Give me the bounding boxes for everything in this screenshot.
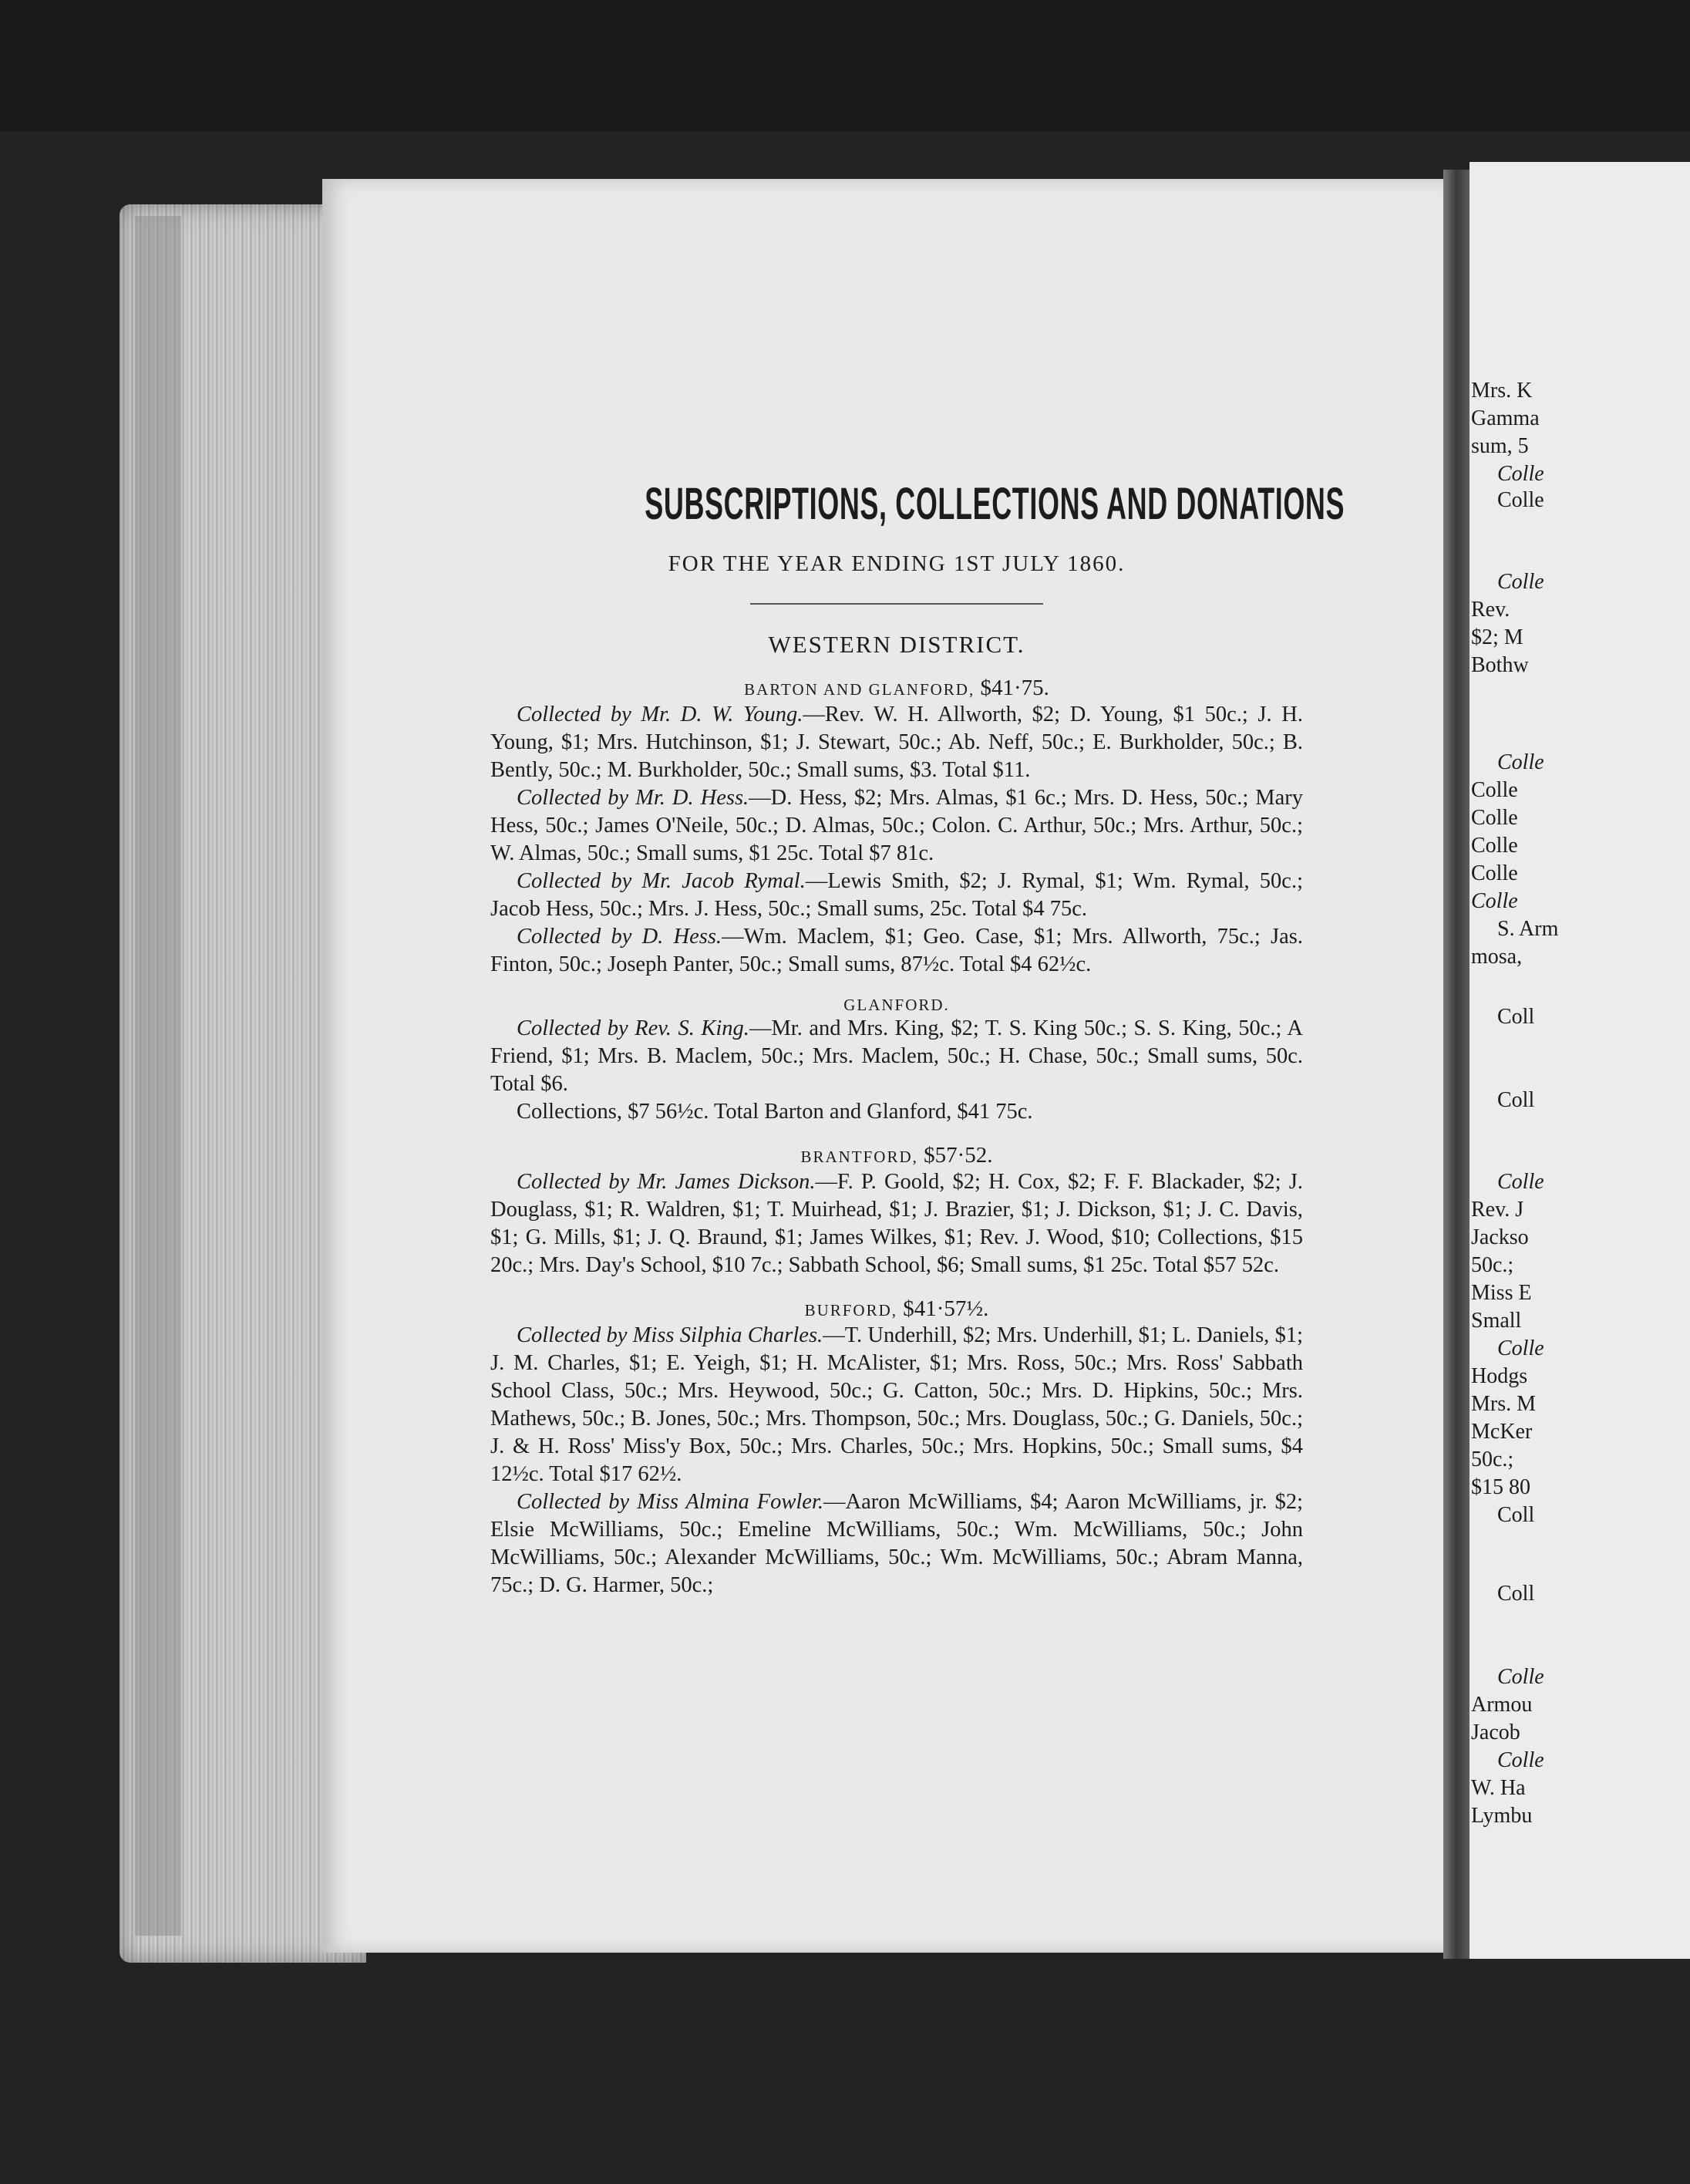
right-page-text-fragment: Lymbu (1471, 1804, 1533, 1828)
collector-name: Collected by D. Hess. (517, 925, 722, 949)
entry-text: —F. P. Goold, $2; H. Cox, $2; F. F. Blackader, $2; J. Douglass, $1; R. Waldren, $1; T. Muirhead, $1; J. Brazier, $1; J. Dickson, $1; J. C. Davis, $1; G. Mills, $1; J. Q. Braund, $1; James Wilkes, $1; Rev. J. Wood, $10; Collections, $15 20c.; Mrs. Day's School, $10 7c.; Sabbath School, $6; Small sums, $1 25c. Total $57 52c. (490, 1170, 1303, 1277)
collection-entry (490, 1322, 1303, 1488)
right-page-text-fragment: Hodgs (1471, 1364, 1528, 1388)
right-page-text-fragment: Jackso (1471, 1225, 1529, 1249)
entry-text: —T. Underhill, $2; Mrs. Underhill, $1; L. Daniels, $1; J. M. Charles, $1; E. Yeigh, $1; H. McAlister, $1; Mrs. Ross, 50c.; Mrs. Ross' Sabbath School Class, 50c.; Mrs. Heywood, 50c.; G. Catton, 50c.; Mrs. D. Hipkins, 50c.; Mrs. Mathews, 50c.; B. Jones, 50c.; Mrs. Thompson, 50c.; Mrs. Douglass, 50c.; G. Daniels, 50c.; J. & H. Ross' Miss'y Box, 50c.; Mrs. Charles, 50c.; Mrs. Hopkins, 50c.; Small sums, $4 12½c. Total $17 62½. (490, 1323, 1303, 1486)
section-name: BARTON AND GLANFORD, (744, 680, 975, 699)
right-page (1469, 162, 1690, 1959)
right-page-text-fragment: Colle (1471, 861, 1518, 885)
right-page-text-fragment: Coll (1497, 1582, 1535, 1606)
right-page-text-fragment: Small (1471, 1309, 1522, 1333)
right-page-text-fragment: Bothw (1471, 653, 1529, 677)
section-heading (490, 996, 1303, 1015)
collection-entry (490, 923, 1303, 979)
section-amount: $57·52. (917, 1143, 993, 1168)
divider-rule (750, 603, 1043, 605)
right-page-text-fragment: Rev. J (1471, 1198, 1524, 1222)
collector-name: Collected by Mr. D. W. Young. (517, 703, 803, 726)
right-page-text-fragment: Colle (1497, 1170, 1544, 1194)
right-page-text-fragment: Colle (1497, 488, 1544, 512)
entry-text: —Rev. W. H. Allworth, $2; D. Young, $1 50c.; J. H. Young, $1; Mrs. Hutchinson, $1; J. Stewart, 50c.; Ab. Neff, 50c.; E. Burkholder, 50c.; B. Bently, 50c.; M. Burkholder, 50c.; Small sums, $3. Total $11. (490, 703, 1303, 782)
entry-text: —D. Hess, $2; Mrs. Almas, $1 6c.; Mrs. D. Hess, 50c.; Mary Hess, 50c.; James O'Neile, 50c.; D. Almas, 50c.; Colon. C. Arthur, 50c.; Mrs. Arthur, 50c.; W. Almas, 50c.; Small sums, $1 25c. Total $7 81c. (490, 786, 1303, 865)
right-page-text-fragment: Jacob (1471, 1721, 1520, 1744)
district-heading: WESTERN DISTRICT. (768, 631, 1025, 658)
book-gutter (1443, 170, 1469, 1959)
section-total: Collections, $7 56½c. Total Barton and Glanford, $41 75c. (517, 1100, 1033, 1124)
right-page-text-fragment: Mrs. M (1471, 1392, 1537, 1416)
collection-entry (490, 1488, 1303, 1599)
section-amount: $41·57½. (897, 1296, 989, 1321)
right-page-text-fragment: McKer (1471, 1420, 1533, 1444)
collector-name: Collected by Mr. Jacob Rymal. (517, 869, 806, 893)
right-page-text-fragment: Colle (1497, 462, 1544, 486)
sections-list (490, 676, 1303, 1599)
collection-entry (490, 868, 1303, 923)
entry-text: —Mr. and Mrs. King, $2; T. S. King 50c.; S. S. King, 50c.; A Friend, $1; Mrs. B. Maclem, 50c.; Mrs. Maclem, 50c.; H. Chase, 50c.; Small sums, 50c. Total $6. (490, 1016, 1303, 1096)
right-page-text-fragment: Coll (1497, 1503, 1535, 1527)
right-page-text-fragment: sum, 5 (1471, 434, 1529, 458)
right-page-text-fragment: Colle (1497, 1336, 1544, 1360)
section-name: GLANFORD. (843, 996, 950, 1014)
right-page-text-fragment: Colle (1471, 834, 1518, 858)
right-page-text-fragment: Colle (1471, 806, 1518, 830)
scan-background (0, 0, 1690, 131)
collection-entry (490, 784, 1303, 868)
page-subtitle: FOR THE YEAR ENDING 1ST JULY 1860. (668, 551, 1126, 576)
collector-name: Collected by Miss Almina Fowler. (517, 1490, 823, 1514)
right-page-text-fragment: Colle (1471, 889, 1518, 913)
right-page-text-fragment: Mrs. K (1471, 379, 1533, 403)
section-heading (490, 1296, 1303, 1322)
right-page-text-fragment: Colle (1471, 778, 1518, 802)
page-content (490, 478, 1345, 1599)
right-page-text-fragment: W. Ha (1471, 1776, 1526, 1800)
section-name: BRANTFORD, (800, 1148, 918, 1166)
collector-name: Collected by Mr. James Dickson. (517, 1170, 816, 1194)
right-page-text-fragment: $2; M (1471, 625, 1523, 649)
right-page-text-fragment: Armou (1471, 1693, 1533, 1717)
right-page-text-fragment: mosa, (1471, 945, 1523, 969)
page-title: SUBSCRIPTIONS, COLLECTIONS AND DONATIONS (645, 479, 1345, 529)
section-heading (490, 676, 1303, 701)
collector-name: Collected by Rev. S. King. (517, 1016, 749, 1040)
section-name: BURFORD, (804, 1301, 898, 1320)
collection-entry (490, 1168, 1303, 1279)
right-page-text-fragment: Gamma (1471, 406, 1540, 430)
section-heading (490, 1143, 1303, 1168)
right-page-text-fragment: Colle (1497, 750, 1544, 774)
right-page-text-fragment: $15 80 (1471, 1475, 1530, 1499)
right-page-text-fragment: Coll (1497, 1005, 1535, 1029)
right-page-text-fragment: 50c.; (1471, 1448, 1514, 1471)
right-page-text-fragment: Colle (1497, 570, 1544, 594)
collection-entry (490, 701, 1303, 784)
entry-text: —Wm. Maclem, $1; Geo. Case, $1; Mrs. Allworth, 75c.; Jas. Finton, 50c.; Joseph Panter, 50c.; Small sums, 87½c. Total $4 62½c. (490, 925, 1303, 976)
book-edge-shadow (135, 216, 181, 1936)
entry-text: —Lewis Smith, $2; J. Rymal, $1; Wm. Rymal, 50c.; Jacob Hess, 50c.; Mrs. J. Hess, 50c.; Small sums, 25c. Total $4 75c. (490, 869, 1303, 921)
collector-name: Collected by Mr. D. Hess. (517, 786, 749, 810)
collection-entry (490, 1015, 1303, 1098)
right-page-text-fragment: Rev. (1471, 598, 1510, 622)
right-page-text-fragment: Colle (1497, 1748, 1544, 1772)
collector-name: Collected by Miss Silphia Charles. (517, 1323, 823, 1347)
right-page-text-fragment: S. Arm (1497, 917, 1559, 941)
entry-text: —Aaron McWilliams, $4; Aaron McWilliams, jr. $2; Elsie McWilliams, 50c.; Emeline McWilliams, 50c.; Wm. McWilliams, 50c.; John McWilliams, 50c.; Alexander McWilliams, 50c.; Wm. McWilliams, 50c.; Abram Manna, 75c.; D. G. Harmer, 50c.; (490, 1490, 1303, 1597)
right-page-text-fragment: Coll (1497, 1088, 1535, 1112)
right-page-text-fragment: Miss E (1471, 1281, 1532, 1305)
right-page-text-fragment: Colle (1497, 1665, 1544, 1689)
right-page-text-fragment: 50c.; (1471, 1253, 1514, 1277)
section-amount: $41·75. (975, 676, 1049, 700)
